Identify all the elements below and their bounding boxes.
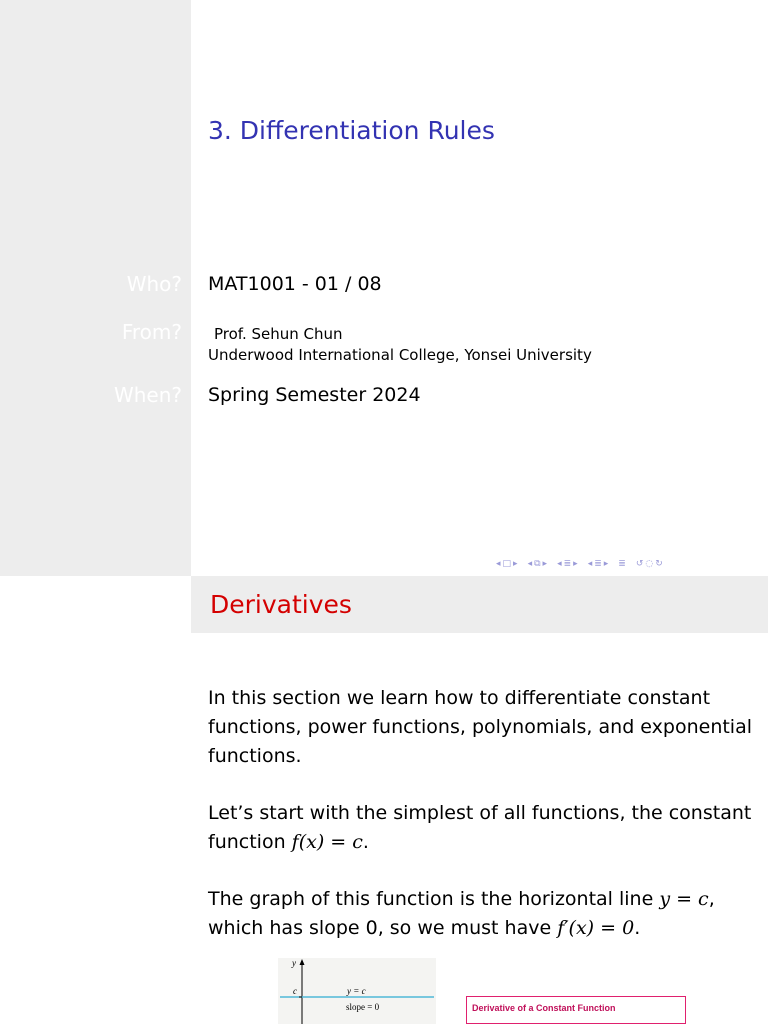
nav-prev-subsection-icon[interactable]: ◂ — [557, 558, 562, 569]
nav-subsection-icon[interactable]: ≣ — [563, 558, 572, 569]
nav-document-icon[interactable]: ≣ — [618, 558, 626, 569]
figure-c-label: c — [293, 986, 297, 996]
nav-back-icon[interactable]: ↺ — [635, 558, 644, 569]
author-name: Prof. Sehun Chun — [214, 325, 343, 343]
figure-line-label: y = c — [347, 986, 366, 996]
frame-title-bar — [191, 576, 768, 633]
from-label: From? — [121, 320, 182, 344]
nav-frame-icon[interactable]: □ — [502, 558, 512, 569]
nav-forward-icon[interactable]: ↻ — [655, 558, 663, 569]
definition-box — [466, 996, 686, 1024]
constant-function-figure — [278, 958, 436, 1024]
y-axis-arrow-icon — [300, 959, 305, 965]
nav-next-subsection-icon[interactable]: ▸ — [573, 558, 578, 569]
p2-math: f(x) = c — [291, 831, 363, 853]
presentation-title: 3. Differentiation Rules — [208, 116, 495, 145]
intro-paragraph: In this section we learn how to differentiate constant functions, power functions, polynomials, and exponential functions. — [208, 687, 753, 767]
p3-text-a: The graph of this function is the horizontal line — [208, 888, 660, 910]
author-institution: Underwood International College, Yonsei University — [208, 346, 592, 364]
nav-slide-icon[interactable]: ⧉ — [534, 558, 541, 569]
nav-search-icon[interactable]: ◌ — [645, 558, 654, 569]
nav-section-icon[interactable]: ≣ — [594, 558, 602, 569]
navigation-symbols — [496, 557, 663, 571]
figure-slope-label: slope = 0 — [346, 1002, 380, 1012]
nav-next-section-icon[interactable]: ▸ — [603, 558, 609, 569]
p2-text: Let’s start with the simplest of all functions, the constant function — [208, 802, 752, 853]
p3-end: . — [634, 917, 641, 939]
p2-end: . — [362, 831, 369, 853]
slope-paragraph — [208, 885, 763, 943]
nav-next-slide-icon[interactable]: ▸ — [542, 558, 548, 569]
definition-box-title: Derivative of a Constant Function — [472, 1003, 616, 1013]
course-code: MAT1001 - 01 / 08 — [208, 273, 382, 295]
figure-y-label: y — [292, 958, 296, 968]
derivatives-slide — [191, 576, 768, 1024]
constant-function-paragraph — [208, 799, 763, 857]
nav-next-frame-icon[interactable]: ▸ — [513, 558, 518, 569]
nav-prev-frame-icon[interactable]: ◂ — [496, 558, 501, 569]
nav-prev-slide-icon[interactable]: ◂ — [527, 558, 533, 569]
when-label: When? — [113, 383, 182, 407]
frame-title: Derivatives — [210, 590, 352, 619]
p3-math-1: y = c — [659, 888, 709, 910]
nav-prev-section-icon[interactable]: ◂ — [587, 558, 593, 569]
who-label: Who? — [126, 272, 182, 296]
p3-math-2: f′(x) = 0 — [557, 917, 635, 939]
p3-text-b: , which has slope 0, so we must have — [208, 888, 715, 939]
semester: Spring Semester 2024 — [208, 384, 421, 406]
